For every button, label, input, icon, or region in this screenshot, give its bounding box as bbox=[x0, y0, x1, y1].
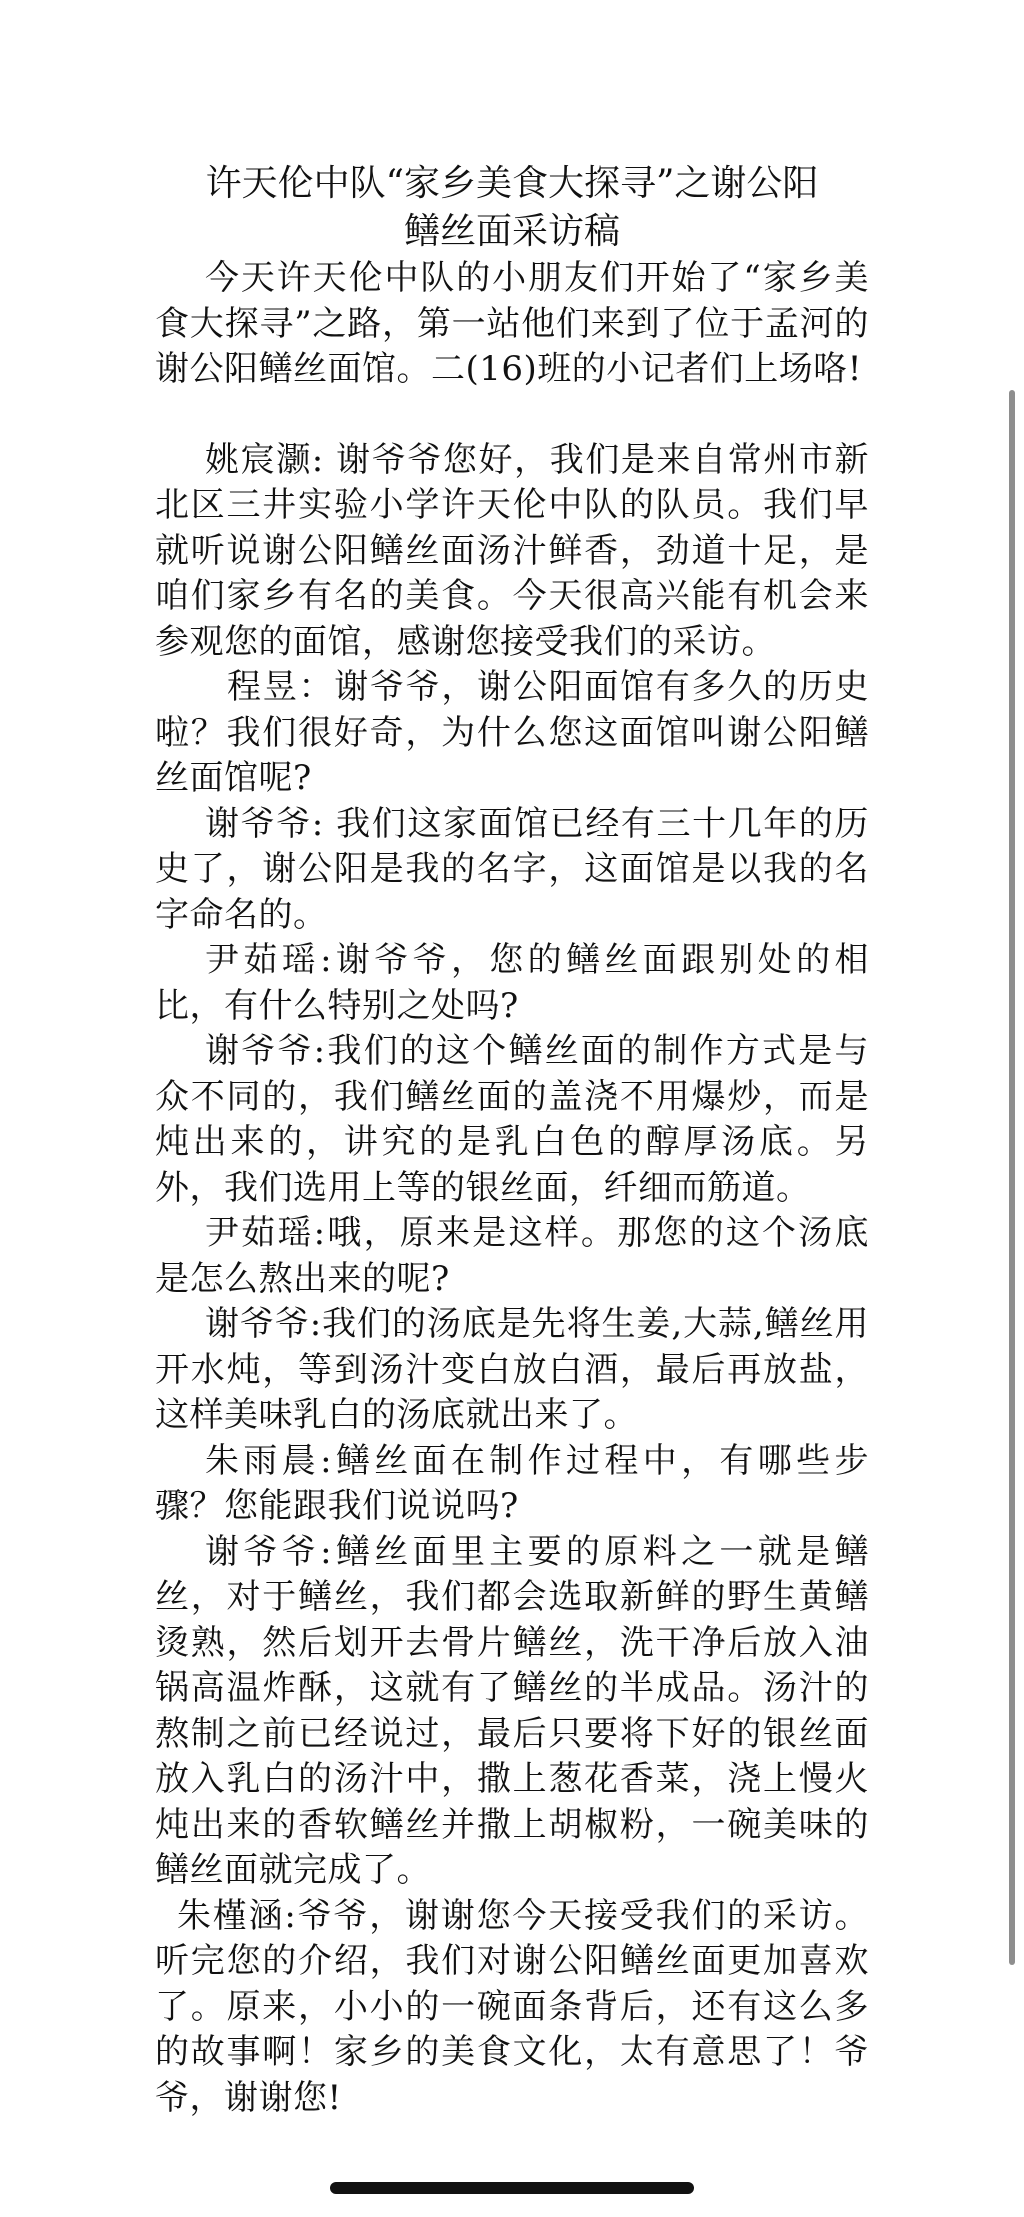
paragraph-gap bbox=[155, 393, 869, 438]
interview-paragraph-yin-2: 尹茹瑶:哦，原来是这样。那您的这个汤底是怎么熬出来的呢? bbox=[155, 1213, 869, 1299]
article bbox=[155, 160, 869, 2121]
interview-paragraph-cheng: 程昱：谢爷爷，谢公阳面馆有多久的历史啦？我们很好奇，为什么您这面馆叫谢公阳鳝丝面馆呢? bbox=[155, 667, 869, 798]
interview-paragraph-xie-1: 谢爷爷: 我们这家面馆已经有三十几年的历史了，谢公阳是我的名字，这面馆是以我的名字命名的。 bbox=[155, 803, 869, 935]
vertical-scrollbar[interactable] bbox=[1009, 390, 1015, 1965]
home-indicator[interactable] bbox=[330, 2182, 694, 2194]
title-line-2: 鳝丝面采访稿 bbox=[403, 211, 620, 252]
interview-paragraph-xie-4: 谢爷爷:鳝丝面里主要的原料之一就是鳝丝，对于鳝丝，我们都会选取新鲜的野生黄鳝烫熟，然后划开去骨片鳝丝，洗干净后放入油锅高温炸酥，这就有了鳝丝的半成品。汤汁的熬制之前已经说过，最后只要将下好的银丝面放入乳白的汤汁中，撒上葱花香菜，浇上慢火炖出来的香软鳝丝并撒上胡椒粉，一碗美味的鳝丝面就完成了。 bbox=[155, 1531, 869, 1890]
interview-paragraph-xie-2: 谢爷爷:我们的这个鳝丝面的制作方式是与众不同的，我们鳝丝面的盖浇不用爆炒，而是炖出来的，讲究的是乳白色的醇厚汤底。另外，我们选用上等的银丝面，纤细而筋道。 bbox=[155, 1031, 869, 1208]
interview-paragraph-zhu-yc: 朱雨晨:鳝丝面在制作过程中，有哪些步骤？您能跟我们说说吗? bbox=[155, 1440, 869, 1526]
interview-paragraph-yin-1: 尹茹瑶:谢爷爷，您的鳝丝面跟别处的相比，有什么特别之处吗? bbox=[155, 940, 869, 1026]
interview-paragraph-zhu-jh: 朱槿涵:爷爷，谢谢您今天接受我们的采访。听完您的介绍，我们对谢公阳鳝丝面更加喜欢了。原来，小小的一碗面条背后，还有这么多的故事啊！家乡的美食文化，太有意思了！爷爷，谢谢您! bbox=[155, 1895, 869, 2118]
interview-paragraph-xie-3: 谢爷爷:我们的汤底是先将生姜,大蒜,鳝丝用开水炖，等到汤汁变白放白酒，最后再放盐，这样美味乳白的汤底就出来了。 bbox=[155, 1304, 869, 1435]
intro-paragraph: 今天许天伦中队的小朋友们开始了“家乡美食大探寻”之路，第一站他们来到了位于孟河的谢公阳鳝丝面馆。二(16)班的小记者们上场咯! bbox=[155, 258, 869, 389]
title-line-1: 许天伦中队“家乡美食大探寻”之谢公阳 bbox=[205, 163, 819, 204]
interview-paragraph-yao: 姚宸灏: 谢爷爷您好，我们是来自常州市新北区三井实验小学许天伦中队的队员。我们早就听说谢公阳鳝丝面汤汁鲜香，劲道十足，是咱们家乡有名的美食。今天很高兴能有机会来参观您的面馆，感谢您接受我们的采访。 bbox=[155, 439, 869, 662]
article-title bbox=[155, 160, 869, 256]
